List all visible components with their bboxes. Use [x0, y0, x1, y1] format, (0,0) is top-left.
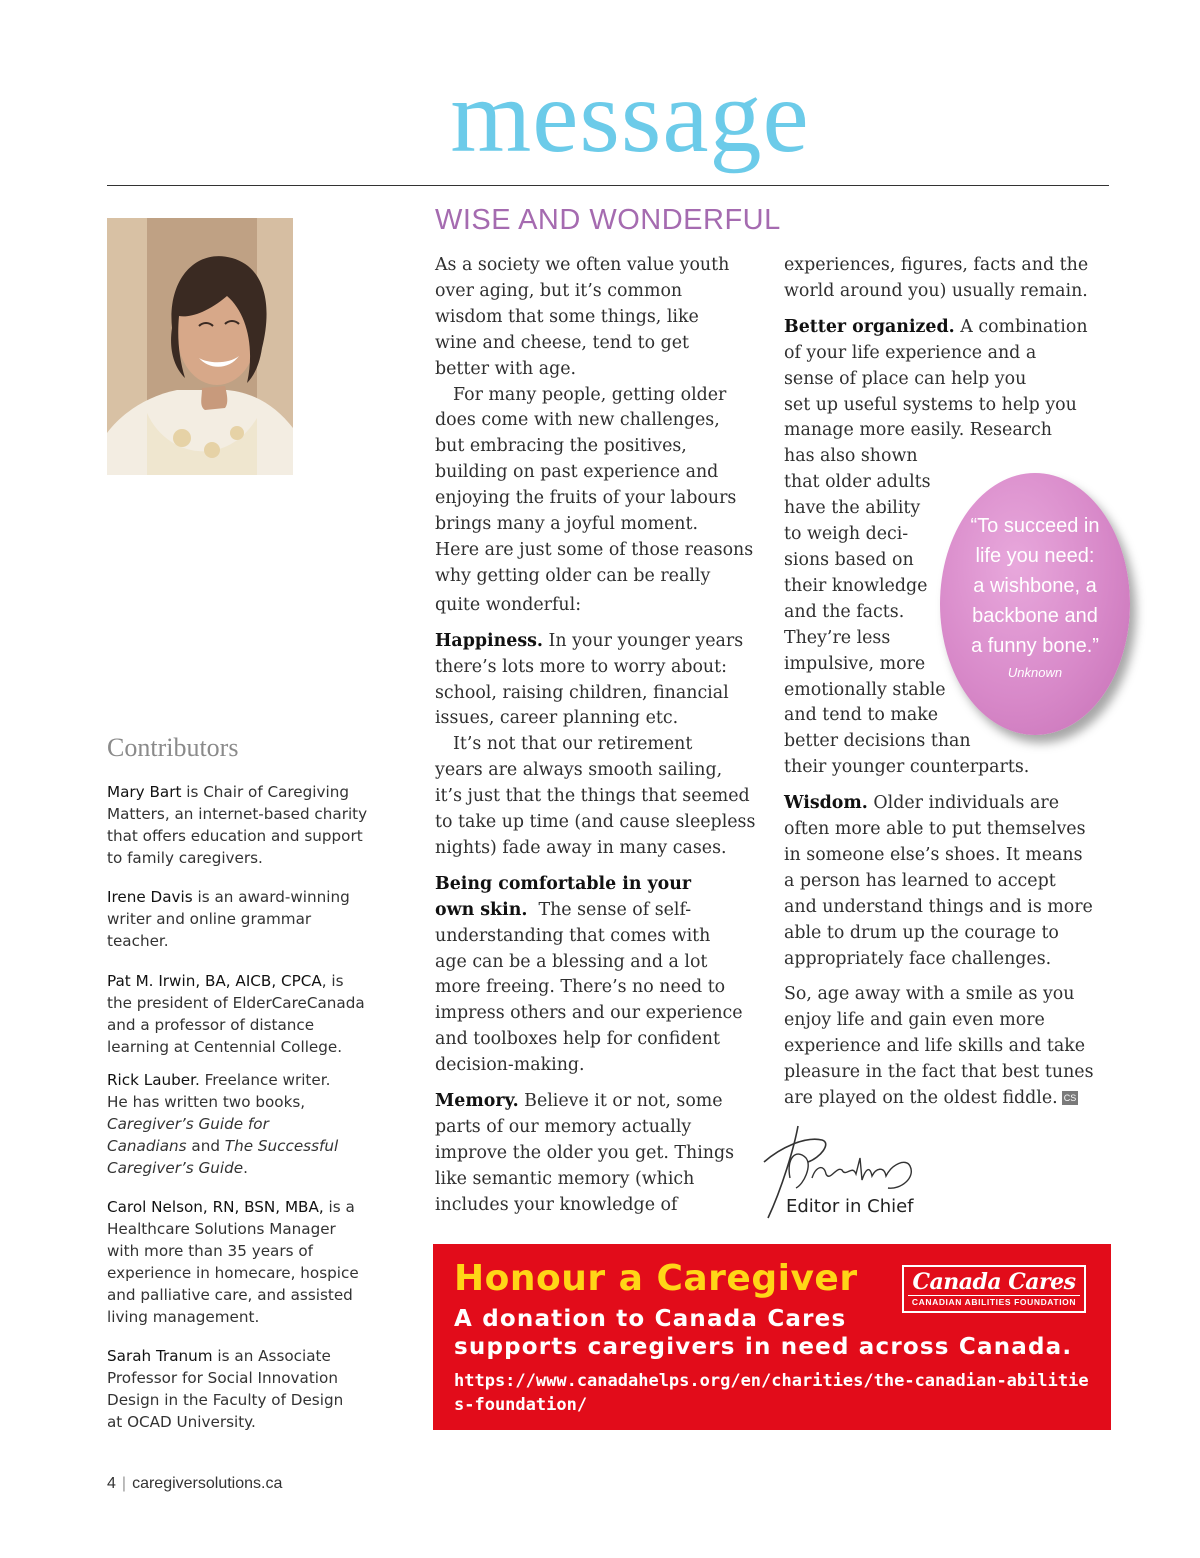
text-line: and the facts. — [784, 601, 905, 622]
text-line: impulsive, more — [784, 653, 926, 674]
text-line: They’re less — [784, 627, 891, 648]
text-line: quite wonderful: — [435, 594, 582, 615]
footer-site-link[interactable]: caregiversolutions.ca — [132, 1475, 283, 1492]
ad-title: Honour a Caregiver — [454, 1258, 858, 1299]
text-line: issues, career planning etc. — [435, 708, 679, 729]
text-line: over aging, but it’s common — [435, 280, 683, 301]
contributor-entry — [107, 1069, 347, 1179]
text-line: As a society we often value youth — [435, 255, 730, 275]
contributor-name: Pat M. Irwin, BA, AICB, CPCA — [107, 972, 322, 990]
logo-name: Canada Cares — [912, 1269, 1076, 1295]
text-line: sense of place can help you — [784, 368, 1027, 389]
masthead-title: message — [450, 59, 810, 174]
text-line: For many people, getting older — [453, 384, 727, 405]
quote-line: a wishbone, a — [973, 575, 1097, 597]
challenges-paragraph — [435, 383, 775, 619]
organized-heading: Better organized. — [784, 316, 955, 337]
text-line: understanding that comes with — [435, 925, 711, 946]
memory-heading: Memory. — [435, 1091, 519, 1112]
text-line: better with age. — [435, 358, 577, 379]
contributor-name: Mary Bart — [107, 783, 182, 801]
text-line: their knowledge — [784, 575, 928, 596]
happiness-heading: Happiness. — [435, 630, 543, 651]
footer-separator: | — [121, 1475, 127, 1492]
text-line: So, age away with a smile as you — [784, 984, 1075, 1005]
book-title: The Successful Caregiver’s Guide — [107, 1137, 339, 1177]
text-fragment: are played on the oldest fiddle. — [784, 1088, 1058, 1109]
editor-photo — [107, 218, 293, 475]
text-line: there’s lots more to worry about: — [435, 656, 727, 677]
text-line: school, raising children, financial — [435, 682, 729, 703]
contributor-bio: is Chair of Caregiving Matters, an internet-based charity that offers education and support to family caregivers. — [107, 783, 368, 867]
text-line: It’s not that our retirement — [453, 734, 693, 755]
text-line: in someone else’s shoes. It means — [784, 844, 1083, 865]
text-fragment: The sense of self- — [527, 899, 692, 920]
text-line: have the ability — [784, 498, 921, 519]
comfortable-heading-2: own skin. — [435, 899, 528, 920]
text-line: manage more easily. Research — [784, 420, 1052, 441]
text-line: and understand things and is more — [784, 896, 1093, 917]
book-title: Caregiver’s Guide for Canadians — [107, 1115, 269, 1155]
page-footer — [107, 1475, 282, 1493]
ad-line-1: A donation to Canada Cares — [454, 1306, 847, 1332]
ad-line-2: supports caregivers in need across Canada. — [454, 1334, 1073, 1360]
contributor-bio-end: . — [243, 1159, 248, 1177]
text-line: but embracing the positives, — [435, 436, 687, 457]
contributor-bio: is a Healthcare Solutions Manager with more than 35 years of experience in homecare, hospice and palliative care, and assisted living management. — [107, 1198, 359, 1326]
contributors-heading: Contributors — [107, 733, 239, 762]
header-rule — [107, 185, 1109, 186]
contributor-bio: is an award-winning writer and online grammar teacher. — [107, 888, 350, 950]
text-line: set up useful systems to help you — [784, 394, 1077, 415]
closing-paragraph — [784, 982, 1114, 1112]
text-line — [784, 1086, 1114, 1112]
text-line: improve the older you get. Things — [435, 1142, 735, 1163]
text-line: age can be a blessing and a lot — [435, 951, 708, 972]
quote-line: backbone and — [972, 605, 1098, 627]
article-column-1 — [435, 253, 775, 1229]
contributor-entry — [107, 1345, 347, 1433]
text-line — [435, 1089, 775, 1115]
happiness-paragraph — [435, 629, 775, 733]
text-line: their younger counterparts. — [784, 757, 1030, 778]
text-line: of your life experience and a — [784, 342, 1037, 363]
text-line: Here are just some of those reasons — [435, 539, 754, 560]
pull-quote-text — [940, 511, 1130, 661]
contributor-bio: is an Associate Professor for Social Innovation Design in the Faculty of Design at OCAD University. — [107, 1347, 344, 1431]
text-line: building on past experience and — [435, 462, 719, 483]
text-line — [784, 315, 1114, 341]
contributor-entry — [107, 1196, 369, 1328]
editor-portrait-illustration — [107, 218, 293, 475]
comfortable-heading: Being comfortable in your — [435, 873, 692, 894]
memory-paragraph — [435, 1089, 775, 1219]
contributor-entry — [107, 781, 377, 869]
text-line: years are always smooth sailing, — [435, 760, 723, 781]
pull-quote-bubble — [940, 473, 1130, 735]
text-line: experiences, figures, facts and the — [784, 255, 1089, 275]
text-line: includes your knowledge of — [435, 1194, 678, 1215]
text-line: why getting older can be really — [435, 565, 711, 586]
text-line: to weigh deci- — [784, 524, 909, 545]
text-line: has also shown — [784, 446, 918, 467]
text-line: parts of our memory actually — [435, 1117, 692, 1137]
text-line — [435, 898, 775, 924]
editor-title: Editor in Chief — [786, 1196, 914, 1217]
wisdom-paragraph — [784, 791, 1114, 972]
text-line: that older adults — [784, 472, 931, 493]
contributor-name: Irene Davis — [107, 888, 193, 906]
text-line: experience and life skills and take — [784, 1036, 1086, 1057]
text-line: and tend to make — [784, 705, 939, 726]
text-line: wisdom that some things, like — [435, 306, 699, 327]
quote-line: “To succeed in — [970, 515, 1100, 537]
canada-cares-logo — [902, 1265, 1086, 1313]
logo-subtitle: CANADIAN ABILITIES FOUNDATION — [908, 1295, 1080, 1308]
text-fragment: Believe it or not, some — [518, 1091, 723, 1112]
continuation-paragraph — [784, 253, 1114, 305]
text-line: a person has learned to accept — [784, 870, 1056, 891]
text-line: like semantic memory (which — [435, 1168, 695, 1189]
text-fragment: Older individuals are — [867, 793, 1059, 814]
donation-link[interactable]: https://www.canadahelps.org/en/charities/the-canadian-abilities-foundation/ — [454, 1371, 1089, 1415]
quote-line: life you need: — [975, 545, 1095, 567]
text-line: wine and cheese, tend to get — [435, 332, 690, 353]
end-mark: CS — [1063, 1093, 1077, 1104]
text-line: to take up time (and cause sleepless — [435, 812, 756, 833]
intro-paragraph — [435, 253, 775, 383]
contributor-name: Sarah Tranum — [107, 1347, 213, 1365]
text-line: impress others and our experience — [435, 1003, 743, 1024]
text-line: better decisions than — [784, 731, 971, 752]
article-headline: WISE AND WONDERFUL — [435, 204, 781, 236]
text-line: nights) fade away in many cases. — [435, 837, 727, 858]
text-line: pleasure in the fact that best tunes — [784, 1062, 1094, 1083]
text-line: sions based on — [784, 549, 914, 570]
text-line: world around you) usually remain. — [784, 280, 1088, 301]
retirement-paragraph — [435, 732, 775, 862]
donation-ad[interactable] — [433, 1244, 1111, 1430]
contributor-entry — [107, 970, 369, 1058]
pull-quote-author: Unknown — [1007, 665, 1063, 680]
text-line: and toolboxes help for confident — [435, 1029, 720, 1050]
contributor-name: Rick Lauber. — [107, 1071, 200, 1089]
text-fragment: A combination — [954, 316, 1088, 337]
text-line: able to drum up the courage to — [784, 922, 1059, 943]
wisdom-heading: Wisdom. — [784, 793, 868, 814]
text-line: it’s just that the things that seemed — [435, 786, 750, 807]
text-line: enjoying the fruits of your labours — [435, 488, 737, 509]
page-number: 4 — [107, 1475, 116, 1492]
contributor-entry — [107, 886, 377, 952]
text-line: brings many a joyful moment. — [435, 514, 698, 535]
text-line: enjoy life and gain even more — [784, 1010, 1045, 1031]
text-line: decision-making. — [435, 1055, 585, 1076]
text-line — [784, 791, 1114, 817]
text-line — [435, 872, 775, 898]
text-line: more freeing. There’s no need to — [435, 977, 726, 998]
quote-line: a funny bone.” — [971, 635, 1099, 657]
contributor-bio-and: and — [186, 1137, 225, 1155]
comfortable-paragraph — [435, 872, 775, 1079]
text-line: appropriately face challenges. — [784, 948, 1052, 969]
contributor-bio: , is the president of ElderCareCanada and a professor of distance learning at Centennial College. — [107, 972, 365, 1056]
contributor-bio: Freelance writer. He has written two books, — [107, 1071, 331, 1111]
text-line — [435, 629, 775, 655]
text-line: often more able to put themselves — [784, 819, 1086, 840]
contributor-name: Carol Nelson, RN, BSN, MBA, — [107, 1198, 324, 1216]
text-fragment: In your younger years — [542, 630, 744, 651]
text-line: emotionally stable — [784, 679, 946, 700]
text-line: does come with new challenges, — [435, 410, 720, 431]
